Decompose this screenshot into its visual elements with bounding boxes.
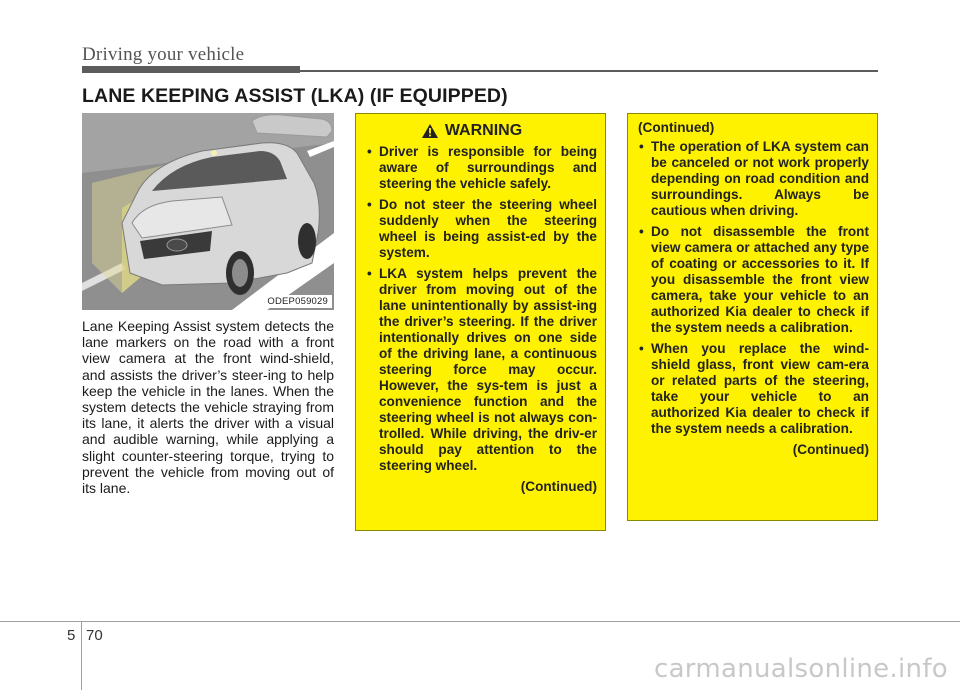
bullet-dot: • [367, 144, 372, 159]
continued-warning-box [627, 113, 878, 521]
footer-rule [0, 621, 960, 622]
page-number: 70 [86, 627, 103, 644]
watermark: carmanualsonline.info [653, 654, 948, 684]
header-rule [300, 70, 878, 72]
warning-continued-label: (Continued) [520, 479, 597, 494]
bullet-dot: • [639, 139, 644, 154]
description-paragraph: Lane Keeping Assist system detects the lane markers on the road with a front view camera at the front wind-shield, and assists the driver’s steer-ing to help keep the vehicle in the lanes. When the system detects the vehicle straying from its lane, it alerts the driver with a visual and audible warning, while applying a slight counter-steering torque, trying to prevent the vehicle from moving out of its lane. [82, 318, 334, 497]
continued-item [638, 224, 869, 336]
warning-triangle-icon [421, 123, 439, 139]
warning-item-text: LKA system helps prevent the driver from moving out of the lane unintentionally by assist-ing the driver’s steering. If the driver intentionally drives on one side of the driving lane, a continuous steering force may occur. However, the sys-tem is just a convenience function and the steering wheel is not always con-trolled. While driving, the driv-er should pay attention to the steering wheel. [379, 266, 597, 473]
continued-top-label: (Continued) [638, 120, 715, 135]
continued-item-text: Do not disassemble the front view camera or attached any type of coating or accessories to it. If you disassemble the front view camera, take your vehicle to an authorized Kia dealer to check if the system needs a calibration. [651, 224, 869, 335]
continued-item-text: When you replace the wind-shield glass, front view cam-era or related parts of the steering, take your vehicle to an authorized Kia dealer to check if the system needs a calibration. [651, 341, 869, 436]
car-camera-illustration [82, 113, 334, 310]
header-section-title: Driving your vehicle [82, 44, 245, 65]
bullet-dot: • [367, 197, 372, 212]
warning-item-text: Driver is responsible for being aware of surroundings and steering the vehicle safely. [379, 144, 597, 191]
warning-item [366, 266, 597, 474]
chapter-number: 5 [67, 627, 76, 644]
page-title: LANE KEEPING ASSIST (LKA) (IF EQUIPPED) [82, 85, 508, 107]
continued-item [638, 341, 869, 437]
header-bar [82, 66, 300, 73]
footer-divider [81, 621, 82, 690]
warning-box [355, 113, 606, 531]
continued-bottom-label: (Continued) [792, 442, 869, 457]
bullet-dot: • [367, 266, 372, 281]
warning-list [366, 144, 597, 474]
continued-item [638, 139, 869, 219]
continued-item-text: The operation of LKA system can be canceled or not work properly depending on road condition and surroundings. Always be cautious when driving. [651, 139, 869, 218]
bullet-dot: • [639, 224, 644, 239]
warning-item-text: Do not steer the steering wheel suddenly when the steering wheel is being assist-ed by the system. [379, 197, 597, 260]
warning-item [366, 197, 597, 261]
continued-list [638, 139, 869, 437]
warning-item [366, 144, 597, 192]
warning-header [346, 123, 597, 139]
bullet-dot: • [639, 341, 644, 356]
figure-code: ODEP059029 [263, 295, 332, 308]
warning-title: WARNING [444, 122, 523, 139]
vehicle-illustration [82, 113, 334, 310]
